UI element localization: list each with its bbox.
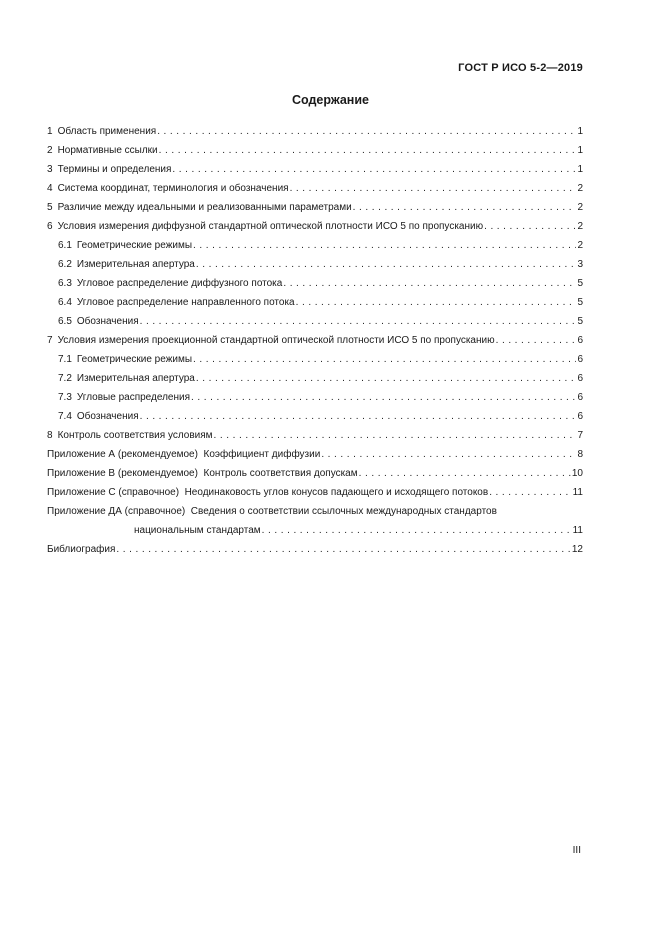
toc-entry-label: Приложение ДА (справочное) Сведения о соответствии ссылочных международных стандартов (47, 506, 497, 517)
toc-leader-dots (290, 179, 577, 198)
toc-entry-page: 11 (572, 487, 583, 498)
table-of-contents (47, 122, 583, 559)
toc-entry-number: 1 (47, 126, 53, 137)
toc-entry-label-continued: национальным стандартам (134, 525, 261, 536)
toc-leader-dots (353, 198, 577, 217)
toc-entry-page: 1 (577, 126, 583, 137)
toc-entry-page: 6 (577, 411, 583, 422)
toc-leader-dots (191, 388, 576, 407)
toc-subentry[interactable] (47, 274, 583, 293)
toc-appendix-entry[interactable] (47, 445, 583, 464)
toc-entry-page: 6 (577, 373, 583, 384)
toc-appendix-entry[interactable] (47, 483, 583, 502)
toc-leader-dots (196, 369, 577, 388)
toc-leader-dots (359, 464, 571, 483)
toc-leader-dots (116, 540, 570, 559)
toc-leader-dots (140, 407, 577, 426)
toc-entry-number: 6.2 (58, 259, 72, 270)
toc-entry-page: 2 (577, 183, 583, 194)
toc-entry-label: Угловое распределение диффузного потока (76, 278, 283, 289)
toc-leader-dots (262, 521, 572, 540)
toc-entry-label: Различие между идеальными и реализованными параметрами (57, 202, 352, 213)
toc-leader-dots (172, 160, 576, 179)
toc-entry-page: 3 (577, 259, 583, 270)
toc-entry-page: 6 (577, 335, 583, 346)
toc-leader-dots (484, 217, 576, 236)
toc-leader-dots (296, 293, 577, 312)
toc-appendix-entry[interactable] (47, 502, 583, 540)
toc-entry[interactable] (47, 160, 583, 179)
toc-entry-page: 5 (577, 316, 583, 327)
toc-entry-label: Обозначения (76, 316, 139, 327)
toc-entry-label: Библиография (47, 544, 116, 555)
toc-entry-number: 7.1 (58, 354, 72, 365)
toc-leader-dots (159, 141, 577, 160)
toc-leader-dots (157, 122, 576, 141)
toc-entry[interactable] (47, 179, 583, 198)
toc-entry-label: Угловые распределения (76, 392, 191, 403)
toc-subentry[interactable] (47, 255, 583, 274)
toc-entry-page: 2 (577, 240, 583, 251)
toc-entry-number: 6.4 (58, 297, 72, 308)
toc-entry[interactable] (47, 217, 583, 236)
page-number: III (572, 845, 581, 856)
toc-entry[interactable] (47, 122, 583, 141)
toc-entry-number: 7.3 (58, 392, 72, 403)
toc-entry-page: 5 (577, 297, 583, 308)
toc-leader-dots (214, 426, 577, 445)
toc-entry-number: 6.5 (58, 316, 72, 327)
toc-subentry[interactable] (47, 293, 583, 312)
toc-entry-page: 1 (577, 145, 583, 156)
toc-subentry[interactable] (47, 350, 583, 369)
toc-entry-number: 6.3 (58, 278, 72, 289)
toc-entry[interactable] (47, 141, 583, 160)
toc-entry-label: Термины и определения (57, 164, 172, 175)
toc-entry-page: 2 (577, 202, 583, 213)
toc-entry-label: Измерительная апертура (76, 259, 195, 270)
toc-entry-page: 7 (577, 430, 583, 441)
page-title: Содержание (291, 93, 369, 107)
toc-subentry[interactable] (47, 312, 583, 331)
toc-entry-page: 2 (577, 221, 583, 232)
toc-entry-label: Приложение С (справочное) Неодинаковость углов конусов падающего и исходящего потоков (47, 487, 489, 498)
toc-leader-dots (193, 236, 576, 255)
toc-leader-dots (496, 331, 577, 350)
toc-leader-dots (140, 312, 577, 331)
toc-entry-number: 6 (47, 221, 53, 232)
toc-entry-label: Угловое распределение направленного потока (76, 297, 295, 308)
toc-entry-number: 6.1 (58, 240, 72, 251)
toc-entry-label: Область применения (57, 126, 157, 137)
toc-entry-continuation (47, 521, 583, 540)
toc-entry-number: 3 (47, 164, 53, 175)
toc-entry-number: 7.2 (58, 373, 72, 384)
toc-entry-number: 8 (47, 430, 53, 441)
toc-subentry[interactable] (47, 407, 583, 426)
toc-leader-dots (283, 274, 576, 293)
toc-entry-label: Контроль соответствия условиям (57, 430, 213, 441)
toc-entry-number: 7 (47, 335, 53, 346)
toc-entry-page: 1 (577, 164, 583, 175)
toc-bibliography-entry[interactable] (47, 540, 583, 559)
toc-entry-number: 4 (47, 183, 53, 194)
toc-entry-page: 11 (572, 525, 583, 536)
toc-entry[interactable] (47, 198, 583, 217)
document-header: ГОСТ Р ИСО 5-2—2019 (458, 62, 583, 74)
toc-entry-page: 5 (577, 278, 583, 289)
toc-entry[interactable] (47, 426, 583, 445)
toc-subentry[interactable] (47, 236, 583, 255)
toc-entry-label: Приложение А (рекомендуемое) Коэффициент диффузии (47, 449, 321, 460)
toc-entry-label: Условия измерения проекционной стандартной оптической плотности ИСО 5 по пропусканию (57, 335, 495, 346)
toc-entry-label: Нормативные ссылки (57, 145, 158, 156)
toc-entry-label: Измерительная апертура (76, 373, 195, 384)
toc-entry-page: 12 (571, 544, 583, 555)
toc-entry-label: Обозначения (76, 411, 139, 422)
toc-subentry[interactable] (47, 388, 583, 407)
toc-entry-label: Условия измерения диффузной стандартной оптической плотности ИСО 5 по пропусканию (57, 221, 484, 232)
toc-entry-page: 10 (571, 468, 583, 479)
toc-entry[interactable] (47, 331, 583, 350)
toc-leader-dots (193, 350, 576, 369)
toc-entry-label: Геометрические режимы (76, 354, 193, 365)
toc-entry-number: 2 (47, 145, 53, 156)
toc-entry-page: 6 (577, 392, 583, 403)
toc-entry-page: 6 (577, 354, 583, 365)
toc-entry-label: Геометрические режимы (76, 240, 193, 251)
toc-subentry[interactable] (47, 369, 583, 388)
toc-leader-dots (489, 483, 571, 502)
toc-entry-number: 7.4 (58, 411, 72, 422)
toc-leader-dots (321, 445, 576, 464)
toc-entry-label: Приложение В (рекомендуемое) Контроль соответствия допускам (47, 468, 358, 479)
toc-entry-label: Система координат, терминология и обозначения (57, 183, 289, 194)
toc-leader-dots (196, 255, 577, 274)
toc-entry-page: 8 (577, 449, 583, 460)
toc-appendix-entry[interactable] (47, 464, 583, 483)
toc-entry-number: 5 (47, 202, 53, 213)
